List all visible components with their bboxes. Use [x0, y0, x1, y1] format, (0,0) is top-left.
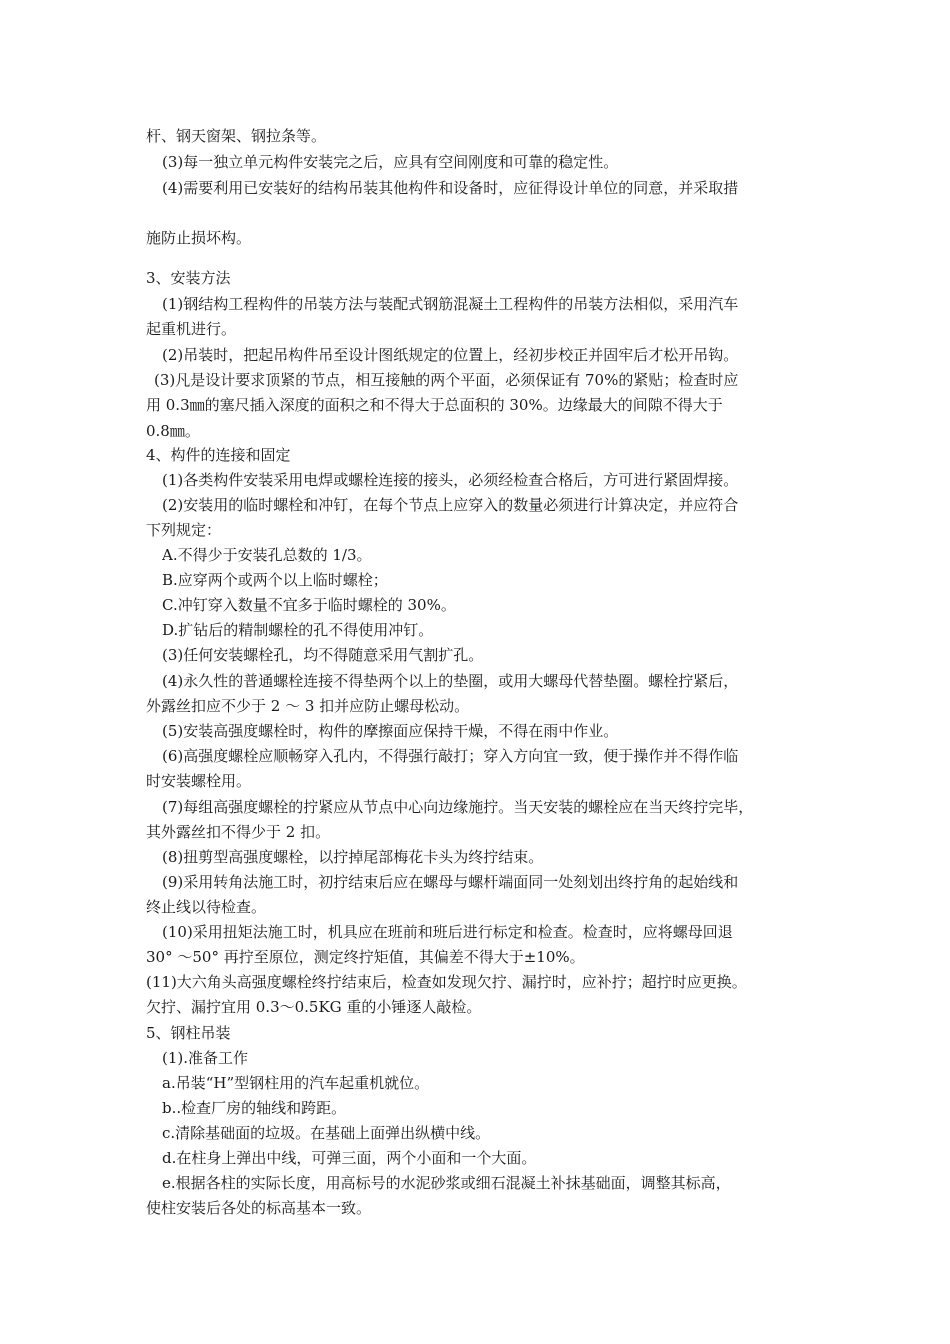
- section-heading: 3、安装方法: [146, 269, 231, 287]
- text-line: 欠拧、漏拧宜用 0.3～0.5KG 重的小锤逐人敲检。: [146, 998, 482, 1016]
- text-line: (5)安装高强度螺栓时，构件的摩擦面应保持干燥，不得在雨中作业。: [162, 722, 619, 740]
- text-line: (2)安装用的临时螺栓和冲钉，在每个节点上应穿入的数量必须进行计算决定，并应符合: [162, 496, 739, 514]
- text-line: 时安装螺栓用。: [146, 772, 252, 790]
- subsection-heading: (1).准备工作: [162, 1049, 249, 1067]
- text-line: 其外露丝扣不得少于 2 扣。: [146, 823, 331, 841]
- text-line: (2)吊装时，把起吊构件吊至设计图纸规定的位置上，经初步校正并固牢后才松开吊钩。: [162, 346, 739, 364]
- list-item: C.冲钉穿入数量不宜多于临时螺栓的 30%。: [162, 596, 456, 614]
- text-line: (8)扭剪型高强度螺栓，以拧掉尾部梅花卡头为终拧结束。: [162, 848, 544, 866]
- section-heading: 5、钢柱吊装: [146, 1024, 231, 1042]
- text-line: (6)高强度螺栓应顺畅穿入孔内，不得强行敲打；穿入方向宜一致，便于操作并不得作临: [162, 747, 739, 765]
- text-line: 杆、钢天窗架、钢拉条等。: [146, 127, 327, 145]
- text-line: (4)需要利用已安装好的结构吊装其他构件和设备时，应征得设计单位的同意，并采取措: [162, 179, 739, 197]
- text-line: (11)大六角头高强度螺栓终拧结束后，检查如发现欠拧、漏拧时，应补拧；超拧时应更换。: [146, 973, 747, 991]
- list-item: a.吊装“H”型钢柱用的汽车起重机就位。: [162, 1074, 430, 1092]
- text-line: 起重机进行。: [146, 320, 237, 338]
- list-item: c.清除基础面的垃圾。在基础上面弹出纵横中线。: [162, 1124, 491, 1142]
- text-line: (9)采用转角法施工时，初拧结束后应在螺母与螺杆端面同一处刻划出终拧角的起始线和: [162, 873, 739, 891]
- text-line: 使柱安装后各处的标高基本一致。: [146, 1199, 372, 1217]
- text-line: 用 0.3㎜的塞尺插入深度的面积之和不得大于总面积的 30%。边缘最大的间隙不得大于: [146, 396, 723, 414]
- text-line: (3)每一独立单元构件安装完之后，应具有空间刚度和可靠的稳定性。: [162, 153, 619, 171]
- list-item: B.应穿两个或两个以上临时螺栓；: [162, 571, 388, 589]
- text-line: (1)各类构件安装采用电焊或螺栓连接的接头，必须经检查合格后，方可进行紧固焊接。: [162, 471, 739, 489]
- section-heading: 4、构件的连接和固定: [146, 446, 291, 464]
- text-line: (3)凡是设计要求顶紧的节点，相互接触的两个平面，必须保证有 70%的紧贴；检查时应: [154, 371, 739, 389]
- text-line: 外露丝扣应不少于 2 ～ 3 扣并应防止螺母松动。: [146, 697, 470, 715]
- text-line: 0.8㎜。: [146, 422, 200, 440]
- text-line: 30° ～50° 再拧至原位，测定终拧矩值，其偏差不得大于±10%。: [146, 948, 585, 966]
- list-item: b..检查厂房的轴线和跨距。: [162, 1099, 347, 1117]
- list-item: d.在柱身上弹出中线，可弹三面，两个小面和一个大面。: [162, 1149, 537, 1167]
- text-line: (1)钢结构工程构件的吊装方法与装配式钢筋混凝土工程构件的吊装方法相似，采用汽车: [162, 295, 739, 313]
- list-item: e.根据各柱的实际长度，用高标号的水泥砂浆或细石混凝土补抹基础面，调整其标高，: [162, 1174, 731, 1192]
- text-line: 下列规定：: [146, 521, 222, 539]
- text-line: (3)任何安装螺栓孔，均不得随意采用气割扩孔。: [162, 646, 484, 664]
- text-line: 终止线以待检查。: [146, 898, 267, 916]
- list-item: A.不得少于安装孔总数的 1/3。: [162, 546, 372, 564]
- text-line: 施防止损坏构。: [146, 229, 252, 247]
- text-line: (10)采用扭矩法施工时，机具应在班前和班后进行标定和检查。检查时，应将螺母回退: [162, 923, 733, 941]
- text-line: (4)永久性的普通螺栓连接不得垫两个以上的垫圈，或用大螺母代替垫圈。螺栓拧紧后，: [162, 672, 739, 690]
- list-item: D.扩钻后的精制螺栓的孔不得使用冲钉。: [162, 621, 434, 639]
- text-line: (7)每组高强度螺栓的拧紧应从节点中心向边缘施拧。当天安装的螺栓应在当天终拧完毕，: [162, 798, 754, 816]
